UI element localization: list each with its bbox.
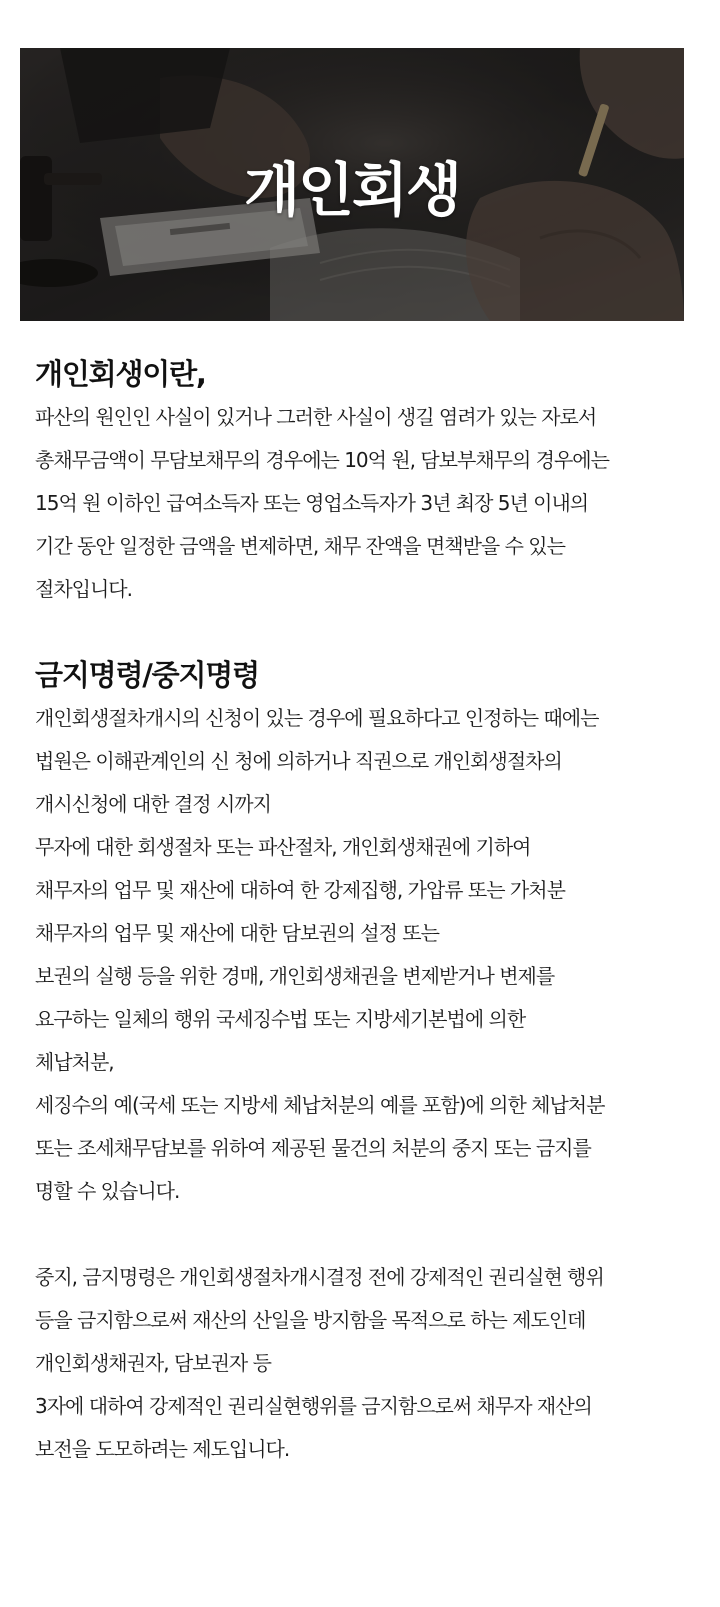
body-line: 채무자의 업무 및 재산에 대한 담보권의 설정 또는 xyxy=(35,921,439,945)
section-body xyxy=(35,396,695,611)
body-line: 명할 수 있습니다. xyxy=(35,1179,180,1203)
body-line: 총채무금액이 무담보채무의 경우에는 10억 원, 담보부채무의 경우에는 xyxy=(35,448,609,472)
body-line: 중지, 금지명령은 개인회생절차개시결정 전에 강제적인 권리실현 행위 xyxy=(35,1265,604,1289)
section-heading: 개인회생이란, xyxy=(35,357,206,391)
body-line: 등을 금지함으로써 재산의 산일을 방지함을 목적으로 하는 제도인데 xyxy=(35,1308,586,1332)
section-personal-rehabilitation xyxy=(35,355,695,611)
body-line: 절차입니다. xyxy=(35,577,132,601)
section-heading: 금지명령/중지명령 xyxy=(35,658,259,692)
body-line: 파산의 원인인 사실이 있거나 그러한 사실이 생길 염려가 있는 자로서 xyxy=(35,405,597,429)
hero-title: 개인회생 xyxy=(243,155,461,224)
body-line: 채무자의 업무 및 재산에 대하여 한 강제집행, 가압류 또는 가처분 xyxy=(35,878,565,902)
body-line: 보권의 실행 등을 위한 경매, 개인회생채권을 변제받거나 변제를 xyxy=(35,964,555,988)
body-line: 또는 조세채무담보를 위하여 제공된 물건의 처분의 중지 또는 금지를 xyxy=(35,1136,591,1160)
body-line: 15억 원 이하인 급여소득자 또는 영업소득자가 3년 최장 5년 이내의 xyxy=(35,491,589,515)
paragraph-gap xyxy=(35,1213,695,1256)
body-line: 요구하는 일체의 행위 국세징수법 또는 지방세기본법에 의한 xyxy=(35,1007,526,1031)
body-line: 법원은 이해관계인의 신 청에 의하거나 직권으로 개인회생절차의 xyxy=(35,749,562,773)
body-line: 체납처분, xyxy=(35,1050,114,1074)
section-body xyxy=(35,697,695,1471)
body-line: 무자에 대한 회생절차 또는 파산절차, 개인회생채권에 기하여 xyxy=(35,835,531,859)
body-line: 개인회생채권자, 담보권자 등 xyxy=(35,1351,271,1375)
body-line: 3자에 대하여 강제적인 권리실현행위를 금지함으로써 채무자 재산의 xyxy=(35,1394,592,1418)
body-line: 개인회생절차개시의 신청이 있는 경우에 필요하다고 인정하는 때에는 xyxy=(35,706,599,730)
body-line: 보전을 도모하려는 제도입니다. xyxy=(35,1437,290,1461)
body-line: 기간 동안 일정한 금액을 변제하면, 채무 잔액을 면책받을 수 있는 xyxy=(35,534,565,558)
body-line: 세징수의 예(국세 또는 지방세 체납처분의 예를 포함)에 의한 체납처분 xyxy=(35,1093,605,1117)
hero-banner xyxy=(20,48,684,321)
section-prohibition-order xyxy=(35,656,695,1471)
body-line: 개시신청에 대한 결정 시까지 xyxy=(35,792,271,816)
